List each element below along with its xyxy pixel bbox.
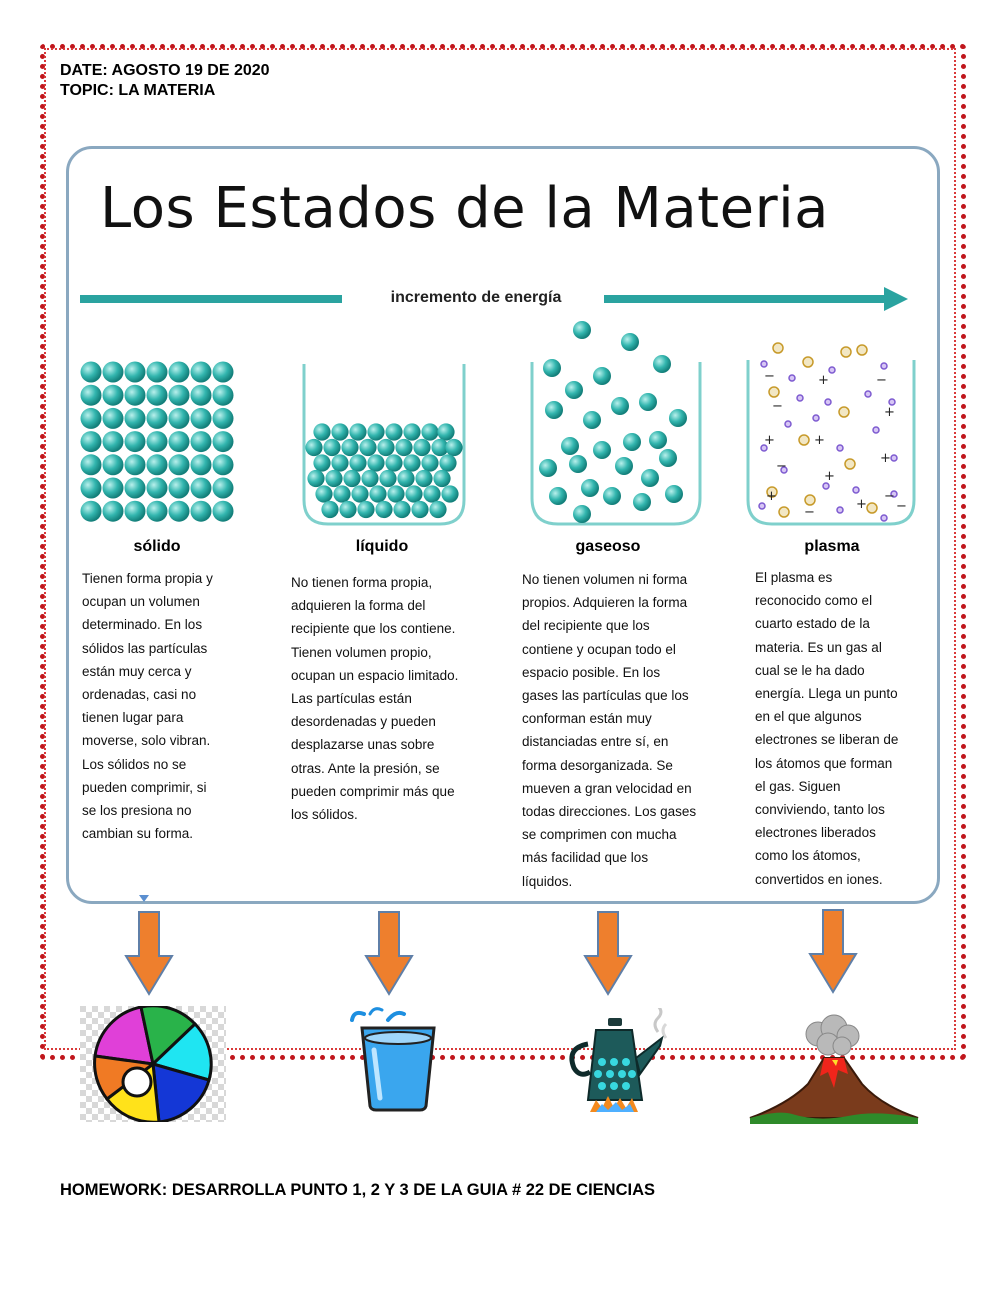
infographic-title: Los Estados de la Materia xyxy=(100,176,829,241)
liquid-particle xyxy=(339,501,356,518)
plasma-particle xyxy=(891,455,897,461)
solid-particle xyxy=(103,362,124,383)
liquid-particle xyxy=(395,439,412,456)
solid-particles-illustration xyxy=(80,360,235,525)
solid-particle xyxy=(125,362,146,383)
solid-particle xyxy=(191,385,212,406)
solid-particle xyxy=(169,478,190,499)
solid-particle xyxy=(125,431,146,452)
plasma-particle xyxy=(881,515,887,521)
solid-particle xyxy=(103,431,124,452)
solid-particle xyxy=(169,362,190,383)
plasma-charge: + xyxy=(856,497,867,512)
plasma-particle xyxy=(789,375,795,381)
gas-particle xyxy=(641,469,659,487)
liquid-particle xyxy=(369,485,386,502)
plasma-particle xyxy=(805,495,815,505)
solid-particle xyxy=(147,478,168,499)
volcano-icon xyxy=(748,1014,920,1126)
liquid-particle xyxy=(357,501,374,518)
liquid-particle xyxy=(411,501,428,518)
solid-particle xyxy=(191,408,212,429)
solid-particle xyxy=(81,431,102,452)
state-name-liquid: líquido xyxy=(355,538,409,555)
liquid-particle xyxy=(323,439,340,456)
plasma-particle xyxy=(853,487,859,493)
gas-particle xyxy=(569,455,587,473)
plasma-charge: − xyxy=(876,373,887,388)
solid-particle xyxy=(213,431,234,452)
solid-particle xyxy=(147,431,168,452)
small-triangle-marker xyxy=(139,895,149,902)
liquid-particle xyxy=(397,470,414,487)
solid-particle xyxy=(147,454,168,475)
homework-text: HOMEWORK: DESARROLLA PUNTO 1, 2 Y 3 DE LA GUIA # 22 DE CIENCIAS xyxy=(60,1181,656,1199)
solid-particle xyxy=(169,501,190,522)
plasma-particle xyxy=(797,395,803,401)
gas-particle xyxy=(539,459,557,477)
solid-particle xyxy=(169,431,190,452)
solid-particle xyxy=(191,454,212,475)
liquid-particle xyxy=(403,423,420,440)
down-arrow-icon xyxy=(808,908,858,994)
plasma-charge: + xyxy=(824,469,835,484)
solid-particle xyxy=(125,454,146,475)
gas-particle xyxy=(633,493,651,511)
gas-particle xyxy=(603,487,621,505)
gas-particle xyxy=(583,411,601,429)
plasma-particle xyxy=(761,361,767,367)
plasma-particle xyxy=(829,367,835,373)
gas-particle xyxy=(659,449,677,467)
solid-particle xyxy=(147,408,168,429)
plasma-particle xyxy=(759,503,765,509)
plasma-particle xyxy=(837,445,843,451)
plasma-particle xyxy=(845,459,855,469)
liquid-particle xyxy=(415,470,432,487)
energy-arrow-right xyxy=(604,295,886,303)
liquid-particle xyxy=(379,470,396,487)
gas-particle xyxy=(653,355,671,373)
solid-particle xyxy=(191,501,212,522)
plasma-particle xyxy=(857,345,867,355)
state-description-plasma: El plasma es reconocido como el cuarto estado de la materia. Es un gas al cual se le ha dado energía. Llega un punto en el que algunos electrones se liberan de los átomos que forman el gas. Siguen conviviendo, tanto los electrones liberados como los átomos, convertidos en iones. xyxy=(755,570,899,887)
liquid-particle xyxy=(441,485,458,502)
gas-particle xyxy=(593,441,611,459)
liquid-particle xyxy=(367,454,384,471)
beach-ball-icon xyxy=(80,1006,226,1122)
topic-line: TOPIC: LA MATERIA xyxy=(60,82,216,99)
solid-particle xyxy=(125,501,146,522)
liquid-particle xyxy=(333,485,350,502)
state-description-gas: No tienen volumen ni forma propios. Adquieren la forma del recipiente que los contiene y ocupan todo el espacio posible. En los gases las partículas que los conforman están muy distanciadas entre sí, en forma desorganizada. Se mueven a gran velocidad en todas direcciones. Los gases se comprimen con mucha más facilidad que los líquidos. xyxy=(522,572,697,889)
solid-particle xyxy=(169,408,190,429)
liquid-particle xyxy=(375,501,392,518)
liquid-particle xyxy=(313,454,330,471)
solid-particle xyxy=(125,408,146,429)
liquid-particle xyxy=(361,470,378,487)
solid-particle xyxy=(213,362,234,383)
energy-arrow-left xyxy=(80,295,342,303)
solid-particle xyxy=(147,501,168,522)
gas-particle xyxy=(549,487,567,505)
kettle-icon xyxy=(566,1008,672,1118)
gas-particle xyxy=(573,505,591,523)
liquid-particle xyxy=(405,485,422,502)
gas-particle xyxy=(623,433,641,451)
energy-label: incremento de energía xyxy=(390,289,562,306)
solid-particle xyxy=(103,454,124,475)
solid-particle xyxy=(147,362,168,383)
solid-particle xyxy=(81,362,102,383)
solid-particle xyxy=(103,478,124,499)
solid-particle xyxy=(191,478,212,499)
liquid-particle xyxy=(445,439,462,456)
solid-particle xyxy=(81,454,102,475)
plasma-particle xyxy=(813,415,819,421)
plasma-charge: + xyxy=(766,489,777,504)
plasma-charge: + xyxy=(814,433,825,448)
gas-particle xyxy=(621,333,639,351)
plasma-charge: − xyxy=(776,459,787,474)
date-line: DATE: AGOSTO 19 DE 2020 xyxy=(60,62,270,79)
state-description-liquid: No tienen forma propia, adquieren la forma del recipiente que los contiene. Tienen volumen propio, ocupan un espacio limitado. Las partículas están desordenadas y pueden desplazarse unas sobre otras. Ante la presión, se pueden comprimir más que los sólidos. xyxy=(291,575,459,823)
liquid-particle xyxy=(423,485,440,502)
gas-particle xyxy=(611,397,629,415)
liquid-particle xyxy=(439,454,456,471)
solid-particle xyxy=(81,501,102,522)
solid-particle xyxy=(81,478,102,499)
solid-particle xyxy=(125,385,146,406)
state-name-gas: gaseoso xyxy=(575,538,641,555)
solid-particle xyxy=(213,408,234,429)
plasma-particle xyxy=(865,391,871,397)
liquid-particle xyxy=(343,470,360,487)
plasma-particle xyxy=(769,387,779,397)
plasma-charge: + xyxy=(884,405,895,420)
plasma-particle xyxy=(825,399,831,405)
liquid-particle xyxy=(315,485,332,502)
energy-arrowhead xyxy=(884,287,908,311)
down-arrow-icon xyxy=(124,910,174,996)
state-name-solid: sólido xyxy=(133,538,181,555)
liquid-particle xyxy=(313,423,330,440)
plasma-charge: + xyxy=(818,373,829,388)
liquid-particle xyxy=(341,439,358,456)
plasma-particle xyxy=(785,421,791,427)
liquid-particle xyxy=(385,454,402,471)
liquid-particle xyxy=(421,454,438,471)
liquid-particle xyxy=(403,454,420,471)
plasma-particle xyxy=(873,427,879,433)
plasma-charge: − xyxy=(764,369,775,384)
solid-particle xyxy=(213,454,234,475)
liquid-particle xyxy=(321,501,338,518)
plasma-charge: − xyxy=(772,399,783,414)
liquid-particle xyxy=(349,423,366,440)
down-arrow-icon xyxy=(364,910,414,996)
plasma-charge: + xyxy=(880,451,891,466)
solid-particle xyxy=(103,408,124,429)
liquid-particle xyxy=(377,439,394,456)
plasma-particle xyxy=(839,407,849,417)
plasma-particles-illustration xyxy=(744,340,918,528)
solid-particle xyxy=(103,501,124,522)
solid-particle xyxy=(191,431,212,452)
liquid-particle xyxy=(367,423,384,440)
liquid-particle xyxy=(349,454,366,471)
liquid-particle xyxy=(351,485,368,502)
liquid-particle xyxy=(433,470,450,487)
solid-particle xyxy=(213,478,234,499)
solid-particle xyxy=(213,501,234,522)
state-description-solid: Tienen forma propia y ocupan un volumen determinado. En los sólidos las partículas están muy cerca y ordenadas, casi no tienen lugar para moverse, solo vibran. Los sólidos no se pueden comprimir, si se los presiona no cambian su forma. xyxy=(82,571,213,842)
gas-particle xyxy=(665,485,683,503)
liquid-particles-illustration xyxy=(300,360,468,528)
solid-particle xyxy=(81,408,102,429)
solid-particle xyxy=(169,385,190,406)
gas-particles-illustration xyxy=(528,318,704,528)
liquid-particle xyxy=(387,485,404,502)
solid-particle xyxy=(125,478,146,499)
solid-particle xyxy=(169,454,190,475)
gas-particle xyxy=(593,367,611,385)
gas-particle xyxy=(545,401,563,419)
liquid-particle xyxy=(331,454,348,471)
state-name-plasma: plasma xyxy=(804,538,860,555)
down-arrow-icon xyxy=(583,910,633,996)
plasma-charge: + xyxy=(764,433,775,448)
liquid-particle xyxy=(331,423,348,440)
solid-particle xyxy=(213,385,234,406)
liquid-particle xyxy=(393,501,410,518)
liquid-particle xyxy=(325,470,342,487)
liquid-particle xyxy=(421,423,438,440)
solid-particle xyxy=(103,385,124,406)
gas-particle xyxy=(565,381,583,399)
water-glass-icon xyxy=(348,1006,448,1112)
plasma-particle xyxy=(803,357,813,367)
liquid-particle xyxy=(307,470,324,487)
solid-particle xyxy=(81,385,102,406)
gas-particle xyxy=(581,479,599,497)
plasma-particle xyxy=(881,363,887,369)
solid-particle xyxy=(191,362,212,383)
plasma-charge: − xyxy=(804,505,815,520)
plasma-particle xyxy=(837,507,843,513)
gas-particle xyxy=(543,359,561,377)
gas-particle xyxy=(573,321,591,339)
solid-particle xyxy=(147,385,168,406)
liquid-particle xyxy=(429,501,446,518)
gas-particle xyxy=(639,393,657,411)
plasma-particle xyxy=(867,503,877,513)
liquid-particle xyxy=(359,439,376,456)
plasma-particle xyxy=(799,435,809,445)
plasma-particle xyxy=(841,347,851,357)
liquid-particle xyxy=(437,423,454,440)
plasma-charge: − xyxy=(884,489,895,504)
gas-particle xyxy=(561,437,579,455)
gas-particle xyxy=(649,431,667,449)
liquid-particle xyxy=(385,423,402,440)
liquid-particle xyxy=(305,439,322,456)
gas-particle xyxy=(615,457,633,475)
liquid-particle xyxy=(413,439,430,456)
gas-particle xyxy=(669,409,687,427)
plasma-charge: − xyxy=(896,499,907,514)
plasma-particle xyxy=(779,507,789,517)
plasma-particle xyxy=(773,343,783,353)
